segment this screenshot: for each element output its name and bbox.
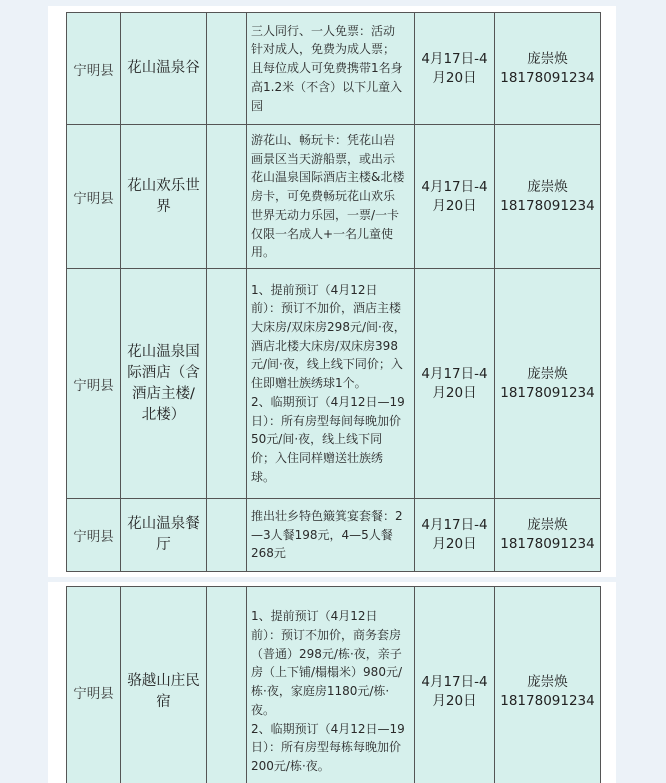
date-cell: 4月17日-4月20日 <box>415 269 495 499</box>
table-row <box>67 125 601 269</box>
contact-name: 庞崇焕 <box>527 178 568 195</box>
empty-cell <box>207 499 247 572</box>
contact-cell <box>495 13 601 125</box>
date-cell: 4月17日-4月20日 <box>415 587 495 783</box>
offers-table-upper <box>66 12 601 572</box>
contact-phone: 18178091234 <box>500 692 595 709</box>
offer-cell: 三人同行、一人免票：活动针对成人，免费为成人票；且每位成人可免费携带1名身高1.2米（不含）以下儿童入园 <box>247 13 415 125</box>
offer-cell: 游花山、畅玩卡：凭花山岩画景区当天游船票，或出示花山温泉国际酒店主楼&北楼房卡，可免费畅玩花山欢乐世界无动力乐园，一票/一卡仅限一名成人+一名儿童使用。 <box>247 125 415 269</box>
venue-name-cell: 花山温泉谷 <box>121 13 207 125</box>
table-sheet-lower <box>48 582 616 783</box>
table-row <box>67 13 601 125</box>
offer-cell: 推出壮乡特色簸箕宴套餐：2—3人餐198元，4—5人餐268元 <box>247 499 415 572</box>
contact-cell <box>495 125 601 269</box>
county-cell: 宁明县 <box>67 587 121 783</box>
contact-cell <box>495 269 601 499</box>
venue-name-cell: 花山温泉国际酒店（含酒店主楼/北楼） <box>121 269 207 499</box>
county-cell: 宁明县 <box>67 13 121 125</box>
date-cell: 4月17日-4月20日 <box>415 499 495 572</box>
table-row <box>67 499 601 572</box>
venue-name-cell: 花山欢乐世界 <box>121 125 207 269</box>
contact-phone: 18178091234 <box>500 536 595 552</box>
empty-cell <box>207 125 247 269</box>
contact-phone: 18178091234 <box>500 384 595 401</box>
contact-name: 庞崇焕 <box>527 673 568 690</box>
county-cell: 宁明县 <box>67 499 121 572</box>
date-cell: 4月17日-4月20日 <box>415 125 495 269</box>
offers-table-lower <box>66 586 601 783</box>
empty-cell <box>207 587 247 783</box>
contact-cell <box>495 499 601 572</box>
table-row <box>67 269 601 499</box>
contact-phone: 18178091234 <box>500 69 595 86</box>
contact-name: 庞崇焕 <box>527 50 568 67</box>
county-cell: 宁明县 <box>67 125 121 269</box>
contact-name: 庞崇焕 <box>527 517 568 533</box>
offer-cell: 1、提前预订（4月12日前）：预订不加价，商务套房（普通）298元/栋·夜，亲子房（上下铺/榻榻米）980元/栋·夜，家庭房1180元/栋·夜。 2、临期预订（4月12日—19日）：所有房型每栋每晚加价200元/栋·夜。 <box>247 587 415 783</box>
county-cell: 宁明县 <box>67 269 121 499</box>
offer-cell: 1、提前预订（4月12日前）：预订不加价，酒店主楼大床房/双床房298元/间·夜，酒店北楼大床房/双床房398元/间·夜，线上线下同价；入住即赠壮族绣球1个。 2、临期预订（4月12日—19日）：所有房型每间每晚加价50元/间·夜，线上线下同价；入住同样赠送壮族绣球。 <box>247 269 415 499</box>
contact-name: 庞崇焕 <box>527 365 568 382</box>
venue-name-cell: 花山温泉餐厅 <box>121 499 207 572</box>
contact-phone: 18178091234 <box>500 197 595 214</box>
contact-cell <box>495 587 601 783</box>
date-cell: 4月17日-4月20日 <box>415 13 495 125</box>
table-row <box>67 587 601 783</box>
table-sheet-upper <box>48 6 616 577</box>
empty-cell <box>207 269 247 499</box>
venue-name-cell: 骆越山庄民宿 <box>121 587 207 783</box>
empty-cell <box>207 13 247 125</box>
